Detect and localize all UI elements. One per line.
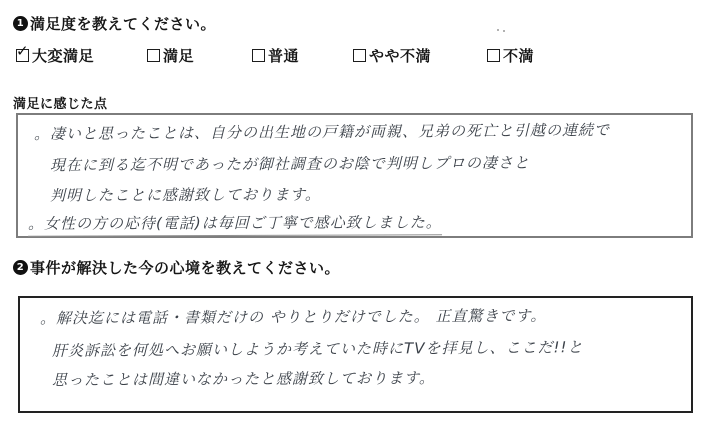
satisfaction-points-label: 満足に感じた点 (13, 97, 108, 112)
question-2-number-badge: 2 (13, 260, 28, 275)
handwritten-line: 肝炎訴訟を何処へお願いしようか考えていた時にTVを拝見し、ここだ!!と (51, 338, 584, 360)
resolution-feelings-answer-box (18, 296, 693, 413)
question-1-title: 満足度を教えてください。 (30, 15, 217, 33)
handwritten-line: 現在に到る迄不明であったが御社調査のお陰で判明しプロの凄さと (49, 153, 530, 175)
question-2-heading (13, 257, 340, 278)
scan-artifact-dot (497, 29, 499, 31)
question-2-title: 事件が解決した今の心境を教えてください。 (30, 259, 341, 277)
handwritten-line: 。女性の方の応待(電話)は毎回ご丁寧で感心致しました。 (28, 215, 442, 236)
satisfaction-answer-box (16, 113, 693, 238)
handwritten-line: 。凄いと思ったことは、自分の出生地の戸籍が両親、兄弟の死亡と引越の連続で (33, 120, 611, 144)
handwritten-line: 思ったことは間違いなかったと感謝致しております。 (51, 368, 435, 390)
option-dissatisfied (487, 45, 534, 66)
option-very-satisfied-label: 大変満足 (32, 47, 95, 65)
check-icon: ✓ (16, 42, 30, 60)
option-slightly-dissatisfied-label: やや不満 (369, 47, 432, 65)
option-neutral-label: 普通 (268, 47, 300, 65)
checkbox-very-satisfied[interactable] (16, 42, 30, 62)
question-1-heading (13, 13, 216, 34)
handwritten-line: 。解決迄には電話・書類だけの やりとりだけでした。 正直驚きです。 (39, 306, 547, 328)
scan-artifact-dot (503, 30, 505, 32)
option-slightly-dissatisfied (353, 45, 431, 66)
checkbox-slightly-dissatisfied[interactable] (353, 49, 366, 62)
option-neutral (252, 45, 299, 66)
option-very-satisfied (16, 42, 95, 66)
handwritten-line: 判明したことに感謝致しております。 (49, 185, 321, 205)
question-1-number-badge: 1 (13, 16, 28, 31)
option-dissatisfied-label: 不満 (503, 47, 535, 65)
checkbox-neutral[interactable] (252, 49, 265, 62)
option-satisfied-label: 満足 (163, 47, 195, 65)
option-satisfied (147, 45, 194, 66)
checkbox-dissatisfied[interactable] (487, 49, 500, 62)
checkbox-satisfied[interactable] (147, 49, 160, 62)
